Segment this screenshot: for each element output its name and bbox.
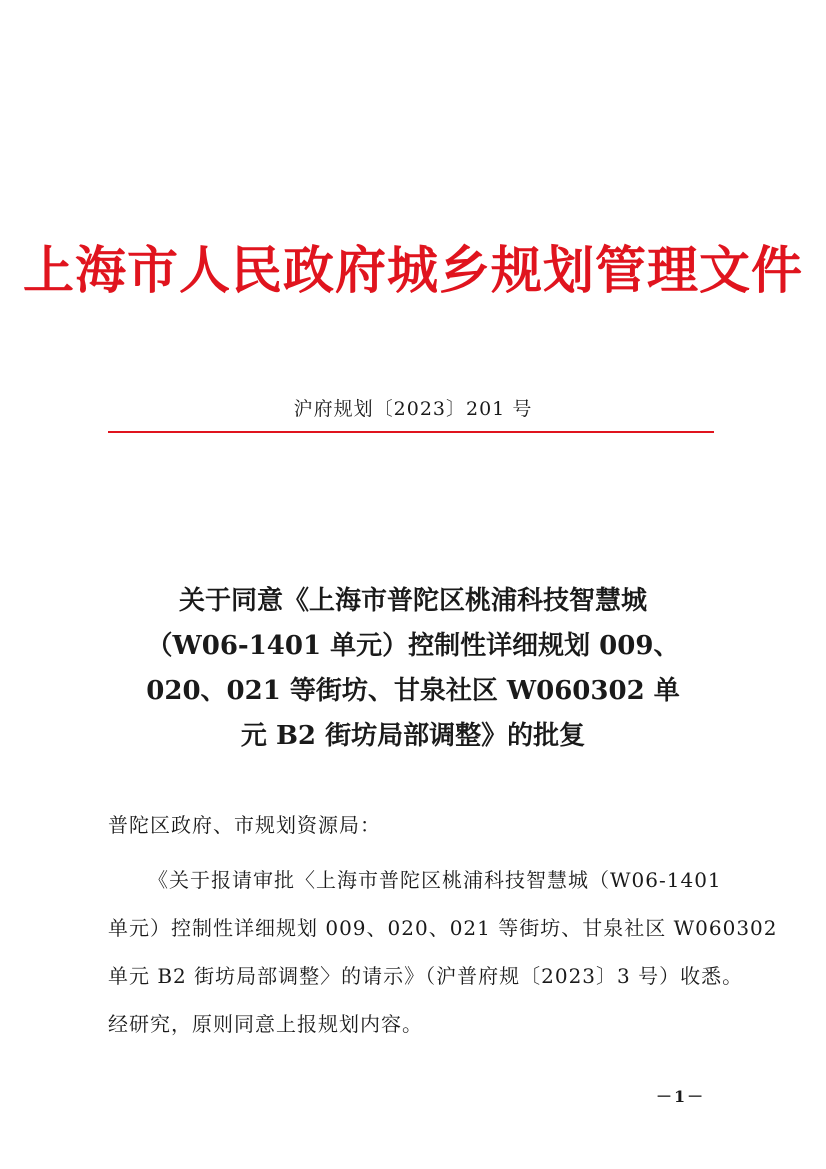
title-line: （W06-1401 单元）控制性详细规划 009、 [146, 631, 680, 661]
body-line: 单元 B2 街坊局部调整〉的请示》（沪普府规〔2023〕3 号）收悉。 [108, 964, 744, 988]
title-line: 关于同意《上海市普陀区桃浦科技智慧城 [178, 586, 647, 616]
title-line: 020、021 等街坊、甘泉社区 W060302 单 [146, 676, 680, 706]
red-divider [108, 431, 714, 433]
body-line: 经研究，原则同意上报规划内容。 [108, 1012, 423, 1036]
title-line: 元 B2 街坊局部调整》的批复 [240, 721, 586, 751]
body-line: 《关于报请审批〈上海市普陀区桃浦科技智慧城（W06-1401 [148, 868, 722, 892]
document-title [120, 579, 706, 759]
page-number: －1－ [656, 1087, 706, 1106]
issuing-authority-title: 上海市人民政府城乡规划管理文件 [22, 241, 803, 301]
body-line: 单元）控制性详细规划 009、020、021 等街坊、甘泉社区 W060302 [108, 916, 778, 940]
body-paragraph [108, 856, 778, 1048]
addressee: 普陀区政府、市规划资源局： [108, 813, 381, 837]
document-number: 沪府规划〔2023〕201 号 [293, 398, 533, 420]
